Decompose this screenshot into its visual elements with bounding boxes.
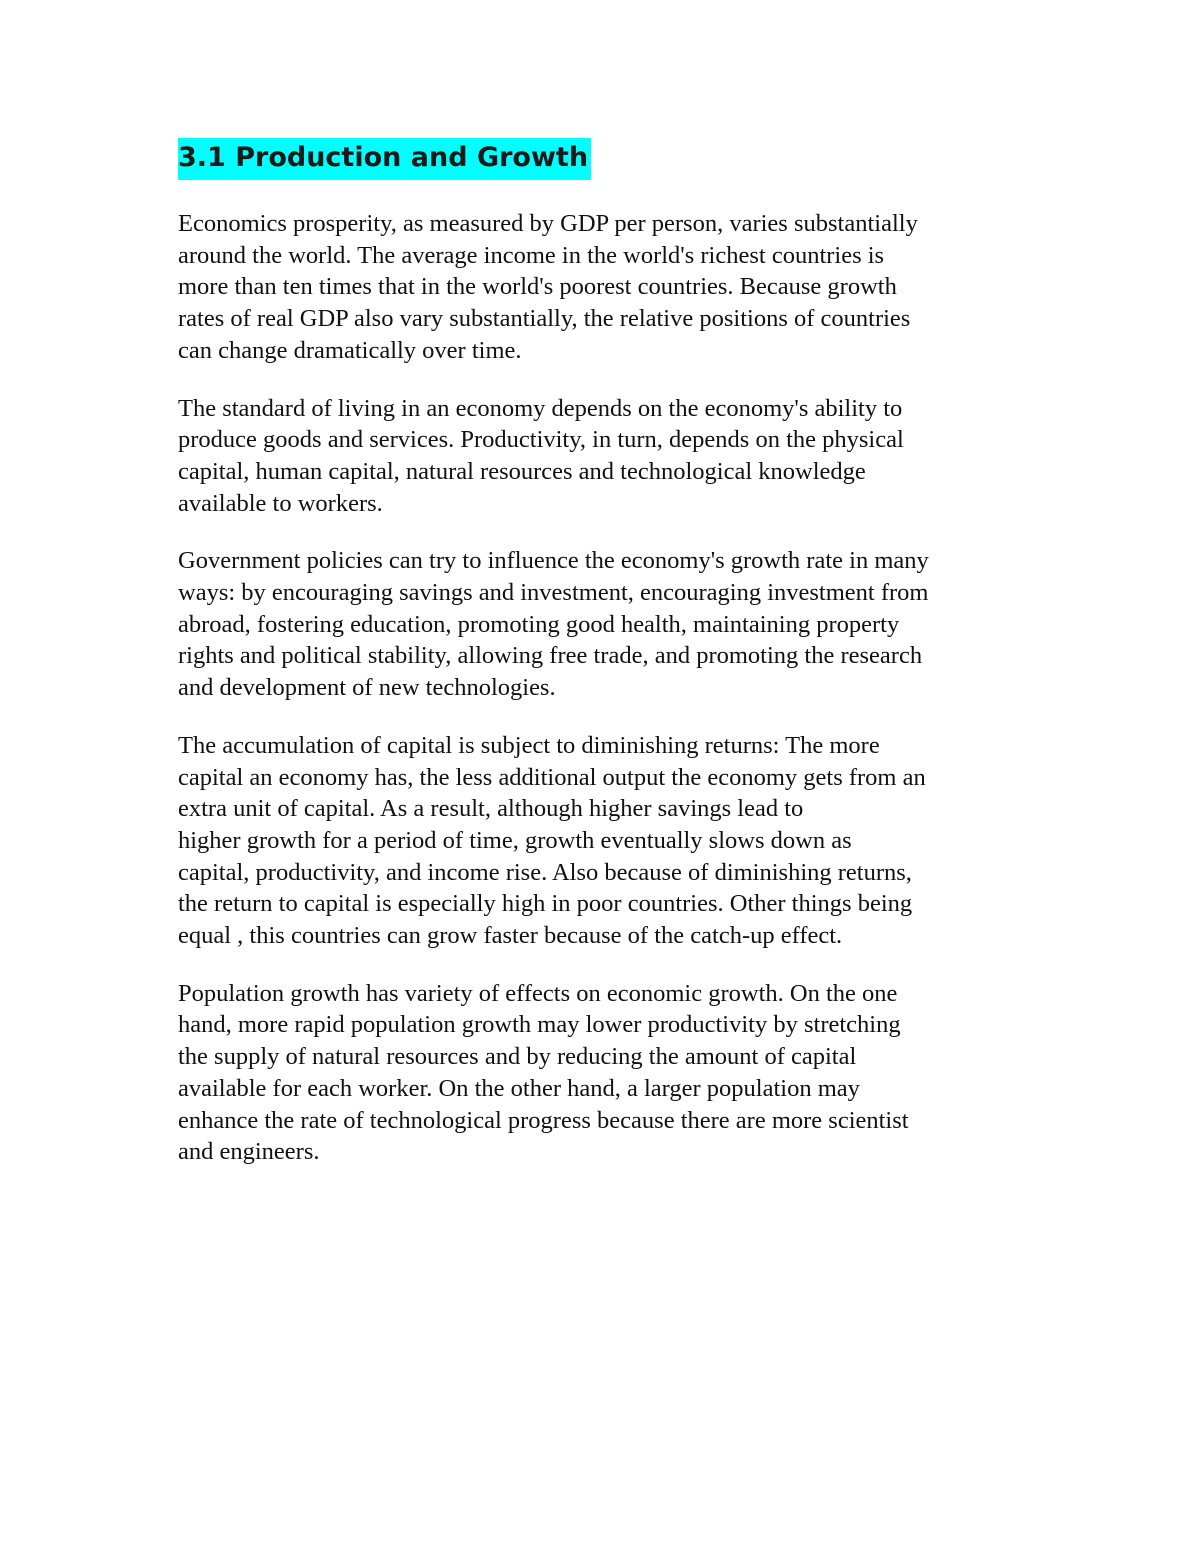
paragraph-line: extra unit of capital. As a result, although higher savings lead to bbox=[178, 795, 804, 823]
paragraph-line: around the world. The average income in the world's richest countries is bbox=[178, 241, 885, 269]
paragraph-line: capital, human capital, natural resources and technological knowledge bbox=[178, 457, 866, 485]
paragraph-line: the supply of natural resources and by reducing the amount of capital bbox=[178, 1043, 857, 1071]
paragraph-line: rates of real GDP also vary substantially, the relative positions of countries bbox=[178, 305, 911, 333]
paragraph-line: equal , this countries can grow faster because of the catch-up effect. bbox=[178, 922, 843, 950]
paragraph-line: enhance the rate of technological progress because there are more scientist bbox=[178, 1106, 909, 1134]
paragraph bbox=[178, 208, 1038, 367]
paragraph-line: available to workers. bbox=[178, 489, 383, 517]
paragraph-line: the return to capital is especially high in poor countries. Other things being bbox=[178, 890, 913, 918]
paragraph-line: ways: by encouraging savings and investment, encouraging investment from bbox=[178, 579, 929, 607]
paragraph-list bbox=[178, 208, 1038, 1168]
paragraph-line: can change dramatically over time. bbox=[178, 336, 522, 364]
paragraph-line: and engineers. bbox=[178, 1138, 320, 1166]
section-heading: 3.1 Production and Growth bbox=[178, 138, 591, 180]
paragraph-line: and development of new technologies. bbox=[178, 674, 556, 702]
paragraph bbox=[178, 730, 1038, 952]
paragraph-line: The accumulation of capital is subject to diminishing returns: The more bbox=[178, 731, 880, 759]
paragraph-line: Population growth has variety of effects on economic growth. On the one bbox=[178, 979, 898, 1007]
paragraph-line: abroad, fostering education, promoting good health, maintaining property bbox=[178, 610, 900, 638]
paragraph-line: capital, productivity, and income rise. Also because of diminishing returns, bbox=[178, 858, 912, 886]
paragraph-line: higher growth for a period of time, growth eventually slows down as bbox=[178, 826, 852, 854]
heading-container bbox=[178, 138, 1038, 182]
paragraph-line: capital an economy has, the less additional output the economy gets from an bbox=[178, 763, 926, 791]
paragraph-line: Government policies can try to influence the economy's growth rate in many bbox=[178, 547, 929, 575]
paragraph-line: rights and political stability, allowing free trade, and promoting the research bbox=[178, 642, 923, 670]
paragraph bbox=[178, 393, 1038, 520]
paragraph-line: more than ten times that in the world's poorest countries. Because growth bbox=[178, 273, 897, 301]
paragraph-line: produce goods and services. Productivity, in turn, depends on the physical bbox=[178, 426, 904, 454]
paragraph bbox=[178, 545, 1038, 704]
paragraph-line: Economics prosperity, as measured by GDP per person, varies substantially bbox=[178, 210, 918, 237]
paragraph-line: available for each worker. On the other hand, a larger population may bbox=[178, 1074, 860, 1102]
document-body bbox=[178, 138, 1038, 1194]
paragraph bbox=[178, 978, 1038, 1168]
paragraph-line: The standard of living in an economy depends on the economy's ability to bbox=[178, 394, 903, 422]
paragraph-line: hand, more rapid population growth may lower productivity by stretching bbox=[178, 1011, 901, 1039]
